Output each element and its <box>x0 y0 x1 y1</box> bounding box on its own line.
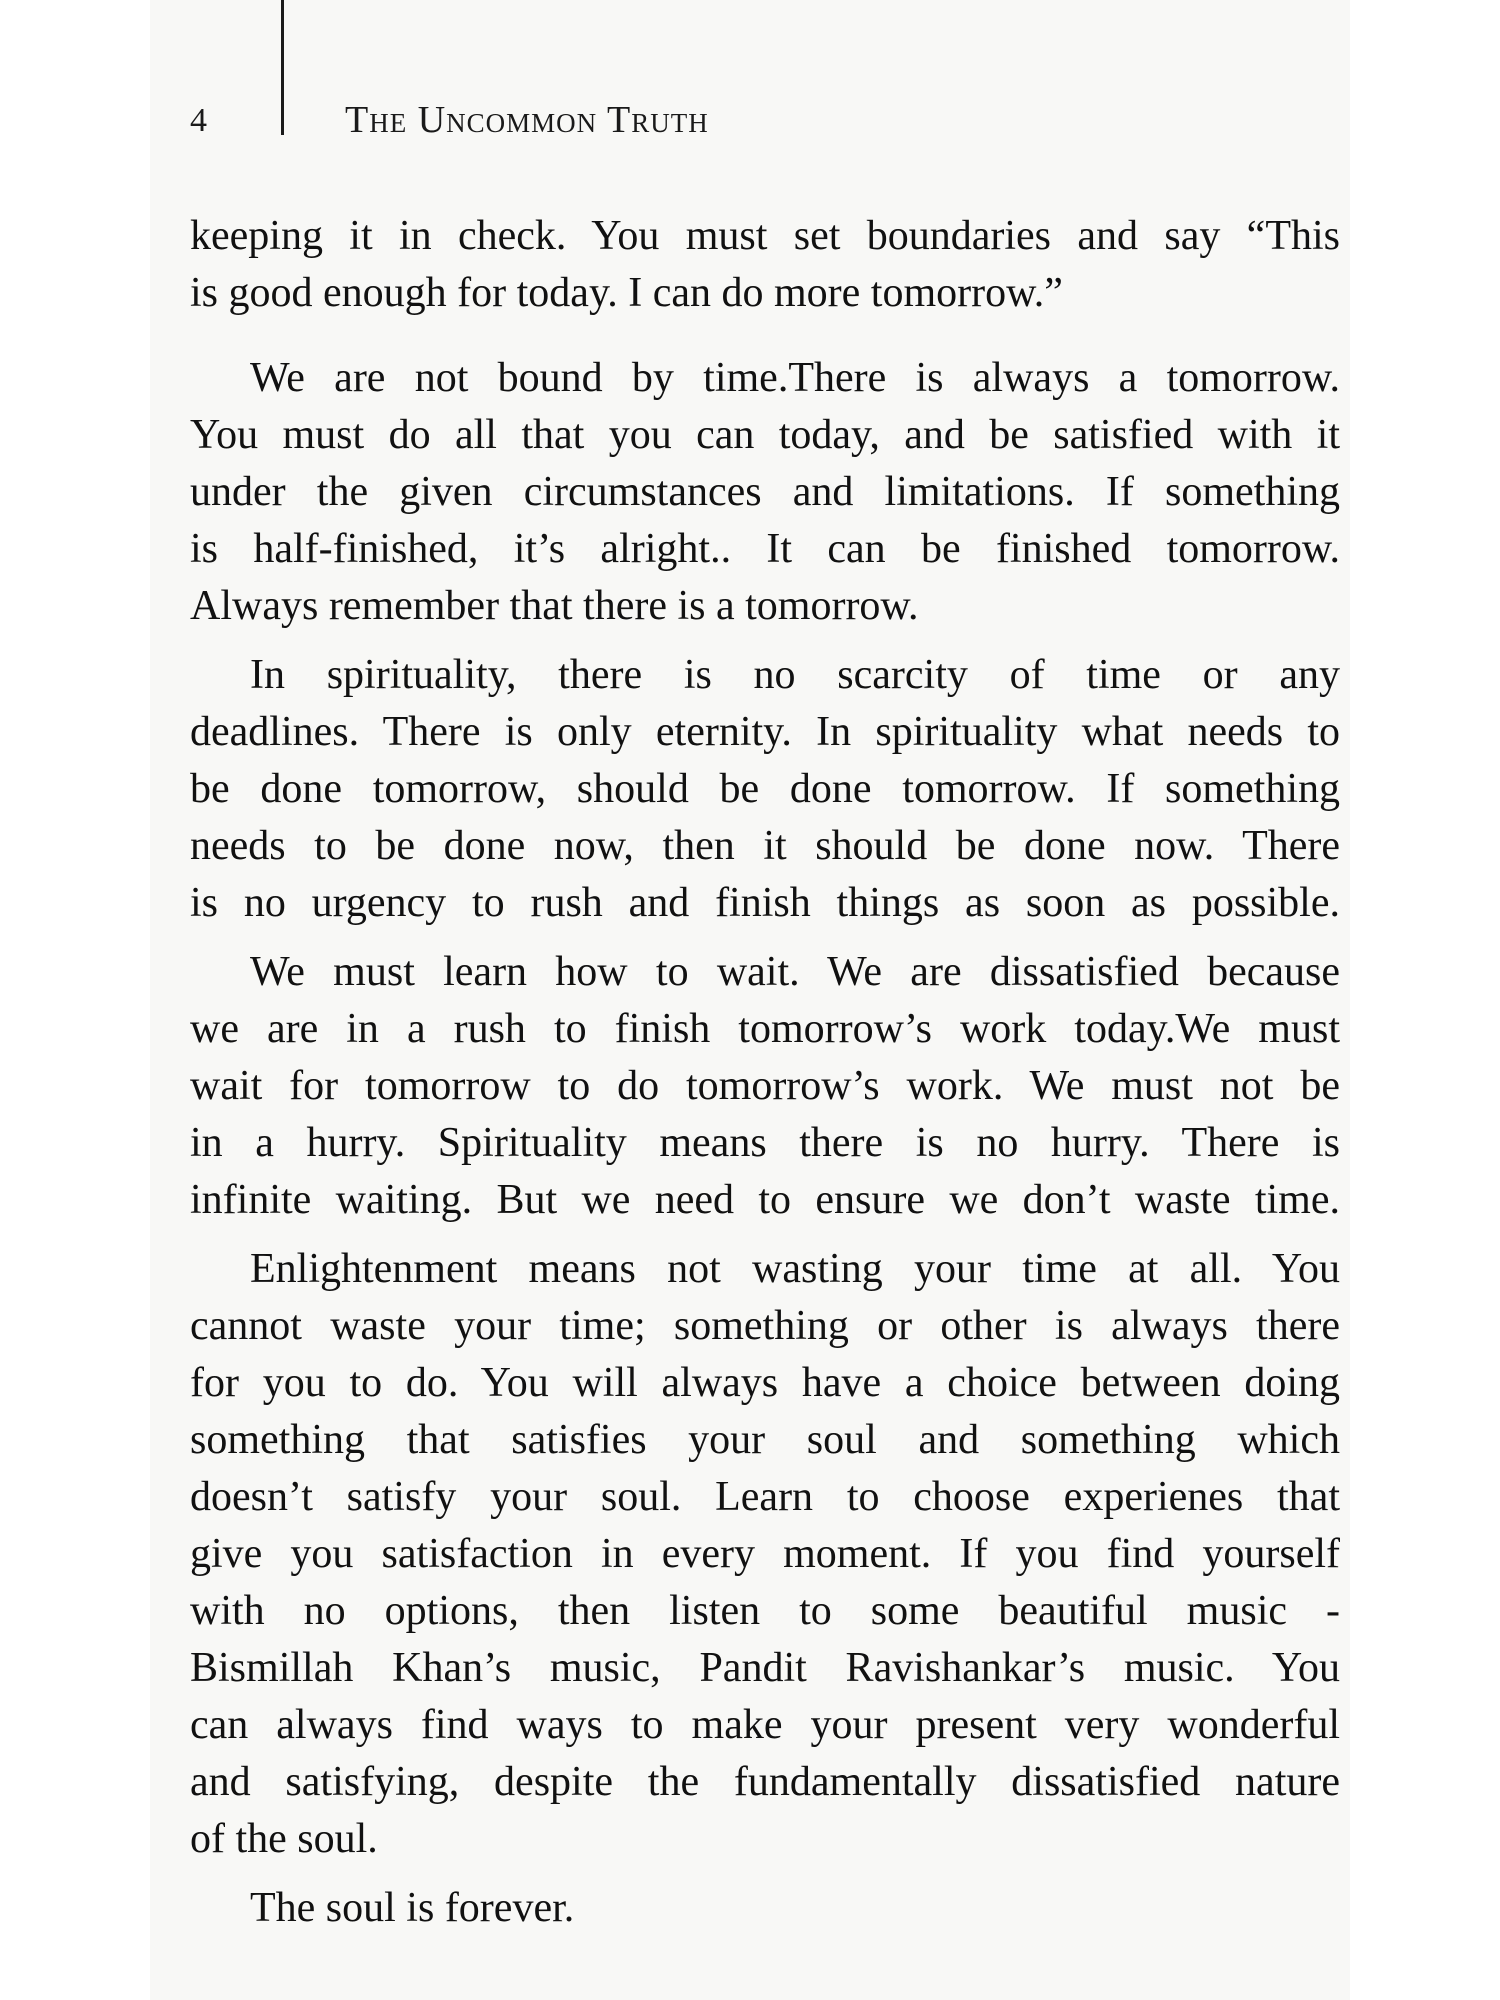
text-line: The soul is forever. <box>250 1885 575 1931</box>
running-title: The Uncommon Truth <box>345 99 709 141</box>
text-line: In spirituality, there is no scarcity of time or any <box>250 652 1340 698</box>
text-line: Bismillah Khan’s music, Pandit Ravishankar’s music. You <box>190 1645 1340 1691</box>
text-line: Always remember that there is a tomorrow. <box>190 583 919 629</box>
paragraph-5 <box>190 1241 1340 1868</box>
header-divider <box>281 0 284 135</box>
paragraph-2 <box>190 350 1340 635</box>
text-line: be done tomorrow, should be done tomorrow. If something <box>190 766 1340 812</box>
text-line: We are not bound by time.There is always a tomorrow. <box>250 355 1340 401</box>
text-line: is half-finished, it’s alright.. It can be finished tomorrow. <box>190 526 1340 572</box>
text-line: and satisfying, despite the fundamentally dissatisfied nature <box>190 1759 1340 1805</box>
text-line: You must do all that you can today, and be satisfied with it <box>190 412 1340 458</box>
text-line: give you satisfaction in every moment. If you find yourself <box>190 1531 1340 1577</box>
text-line: in a hurry. Spirituality means there is no hurry. There is <box>190 1120 1340 1166</box>
text-line: deadlines. There is only eternity. In spirituality what needs to <box>190 709 1340 755</box>
text-line: we are in a rush to finish tomorrow’s work today.We must <box>190 1006 1340 1052</box>
text-line: under the given circumstances and limitations. If something <box>190 469 1340 515</box>
text-line: can always find ways to make your present very wonderful <box>190 1702 1340 1748</box>
text-line: needs to be done now, then it should be done now. There <box>190 823 1340 869</box>
text-line: keeping it in check. You must set boundaries and say “This <box>190 213 1340 259</box>
text-line: for you to do. You will always have a choice between doing <box>190 1360 1340 1406</box>
text-line: wait for tomorrow to do tomorrow’s work. We must not be <box>190 1063 1340 1109</box>
text-line: something that satisfies your soul and something which <box>190 1417 1340 1463</box>
text-line: with no options, then listen to some beautiful music - <box>190 1588 1340 1634</box>
body-text <box>190 208 1340 1937</box>
text-line: of the soul. <box>190 1816 378 1862</box>
text-line: We must learn how to wait. We are dissatisfied because <box>250 949 1340 995</box>
text-line: infinite waiting. But we need to ensure we don’t waste time. <box>190 1177 1340 1223</box>
paragraph-3 <box>190 647 1340 932</box>
paragraph-1 <box>190 208 1340 322</box>
text-line: doesn’t satisfy your soul. Learn to choose experienes that <box>190 1474 1340 1520</box>
text-line: is good enough for today. I can do more tomorrow.” <box>190 270 1063 316</box>
paragraph-6 <box>190 1880 1340 1937</box>
text-line: Enlightenment means not wasting your time at all. You <box>250 1246 1340 1292</box>
paragraph-4 <box>190 944 1340 1229</box>
page-number: 4 <box>190 102 207 139</box>
text-line: is no urgency to rush and finish things as soon as possible. <box>190 880 1340 926</box>
text-line: cannot waste your time; something or other is always there <box>190 1303 1340 1349</box>
